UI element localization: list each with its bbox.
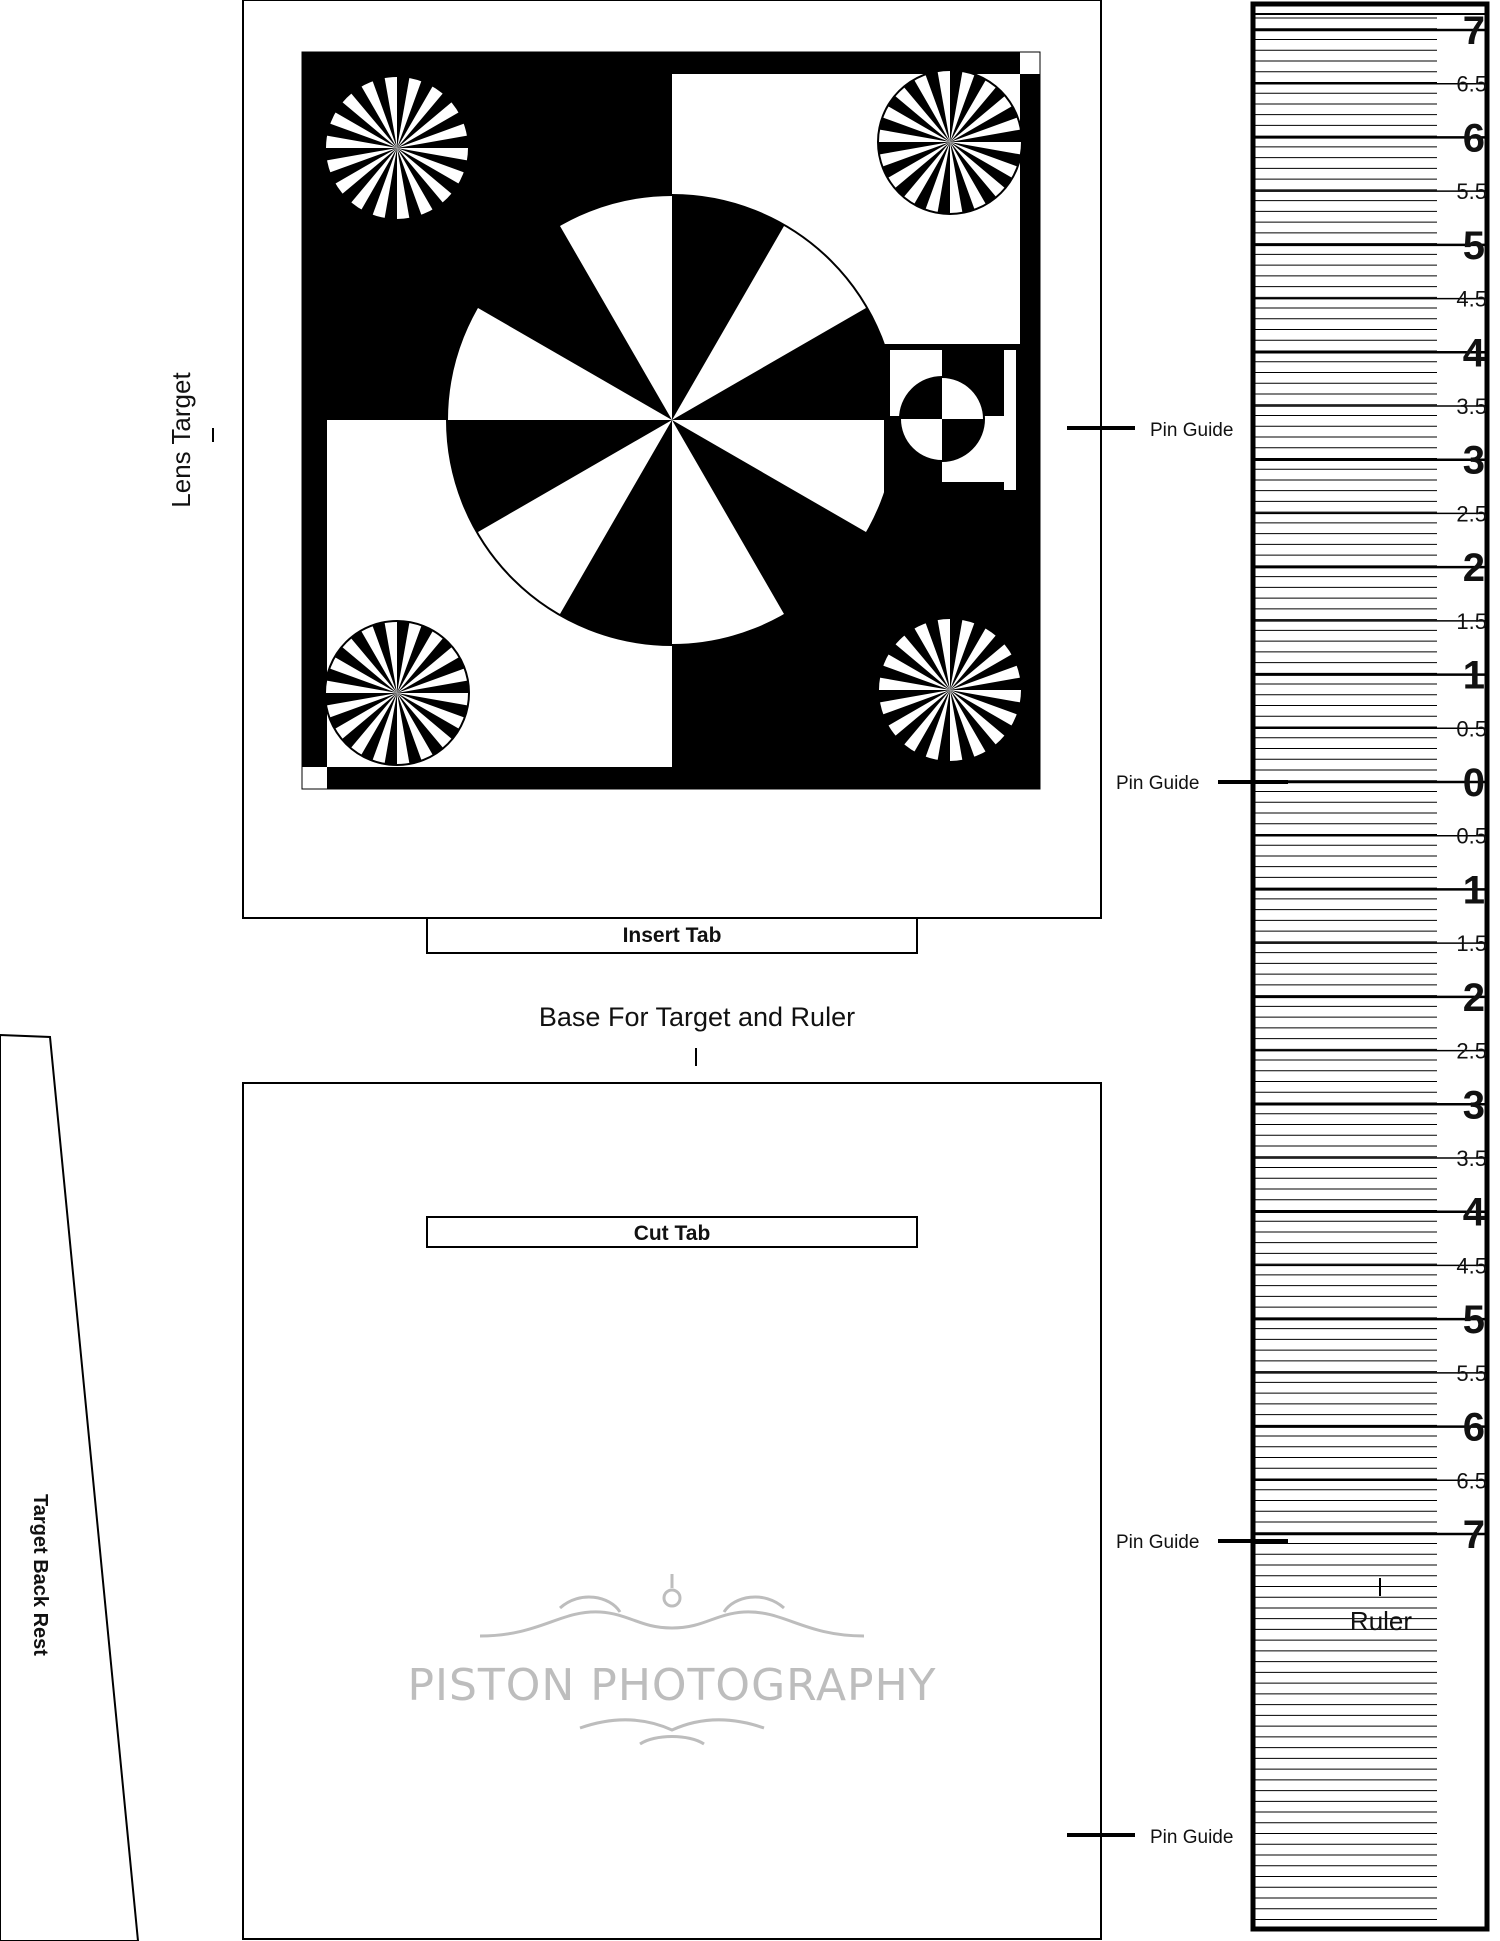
target-back-rest	[0, 1035, 138, 1941]
ruler-half-label: 5.5	[1456, 1360, 1487, 1386]
border-top-right	[672, 52, 1020, 74]
ruler-major-label: 2	[1462, 546, 1485, 591]
corner-top-left	[302, 52, 327, 74]
border-bottom-right	[672, 767, 1020, 789]
ruler-major-label: 6	[1462, 1405, 1485, 1450]
ruler-label: Ruler	[1349, 1606, 1413, 1636]
ruler-major-label: 3	[1462, 438, 1485, 483]
base-panel	[243, 1083, 1101, 1939]
ruler-half-label: 0.5	[1456, 716, 1487, 742]
ruler-half-label: 1.5	[1456, 931, 1487, 957]
ruler-major-label: 7	[1462, 9, 1485, 53]
target-back-rest-label: Target Back Rest	[29, 1494, 51, 1656]
star-top-left	[325, 76, 469, 220]
ruler-half-label: 3.5	[1456, 1146, 1487, 1171]
ruler	[1253, 4, 1487, 1929]
pin-guide-ruler-bottom-label: Pin Guide	[1116, 1532, 1200, 1553]
ruler-half-label: 0.5	[1456, 823, 1487, 849]
ruler-half-label: 1.5	[1456, 608, 1487, 634]
lens-target-tick	[212, 428, 214, 442]
ruler-major-label: 1	[1462, 868, 1485, 913]
star-bottom-left	[325, 621, 469, 765]
ruler-half-label: 4.5	[1456, 286, 1487, 312]
ruler-major-label: 3	[1462, 1083, 1485, 1128]
ruler-half-label: 6.5	[1456, 71, 1487, 97]
ruler-major-label: 4	[1462, 331, 1485, 376]
watermark-text: PISTON PHOTOGRAPHY	[407, 1660, 937, 1711]
lens-target-label: Lens Target	[166, 372, 196, 508]
small-checker-target	[884, 344, 1020, 494]
ruler-half-label: 3.5	[1456, 394, 1487, 419]
pin-guide-target-label: Pin Guide	[1150, 420, 1234, 441]
base-title-tick	[695, 1048, 697, 1066]
central-siemens-star	[447, 195, 897, 645]
pin-guide-ruler-zero-label: Pin Guide	[1116, 773, 1200, 794]
ruler-major-label: 4	[1462, 1190, 1485, 1235]
ruler-half-label: 2.5	[1456, 1038, 1487, 1064]
ruler-label-tick	[1379, 1578, 1381, 1596]
star-top-right	[878, 70, 1022, 214]
insert-tab-label: Insert Tab	[622, 924, 722, 947]
ruler-half-label: 4.5	[1456, 1253, 1487, 1279]
ruler-major-label: 5	[1462, 223, 1485, 268]
border-left-top	[302, 74, 327, 420]
ruler-half-label: 5.5	[1456, 179, 1487, 205]
base-title: Base For Target and Ruler	[538, 1002, 856, 1032]
cut-tab-label: Cut Tab	[633, 1222, 711, 1245]
star-bottom-right	[878, 618, 1022, 762]
corner-bottom-right	[1020, 767, 1040, 789]
ruler-major-label: 6	[1462, 116, 1485, 161]
ruler-major-label: 5	[1462, 1298, 1485, 1343]
base-frame	[243, 1083, 1101, 1939]
lens-target-panel	[243, 0, 1101, 918]
border-right-bottom	[1020, 420, 1040, 767]
insert-tab	[427, 918, 917, 953]
ruler-half-label: 2.5	[1456, 501, 1487, 527]
border-bottom-left	[327, 767, 672, 789]
ruler-major-label: 2	[1462, 975, 1485, 1020]
ruler-major-label: 0	[1462, 761, 1485, 805]
border-left-bottom	[302, 420, 327, 767]
ruler-major-label: 7	[1462, 1513, 1485, 1557]
ruler-major-label: 1	[1462, 653, 1485, 698]
pin-guide-base-label: Pin Guide	[1150, 1827, 1234, 1848]
ruler-half-label: 6.5	[1456, 1468, 1487, 1494]
border-top-left	[327, 52, 672, 74]
border-right-top	[1020, 74, 1040, 420]
